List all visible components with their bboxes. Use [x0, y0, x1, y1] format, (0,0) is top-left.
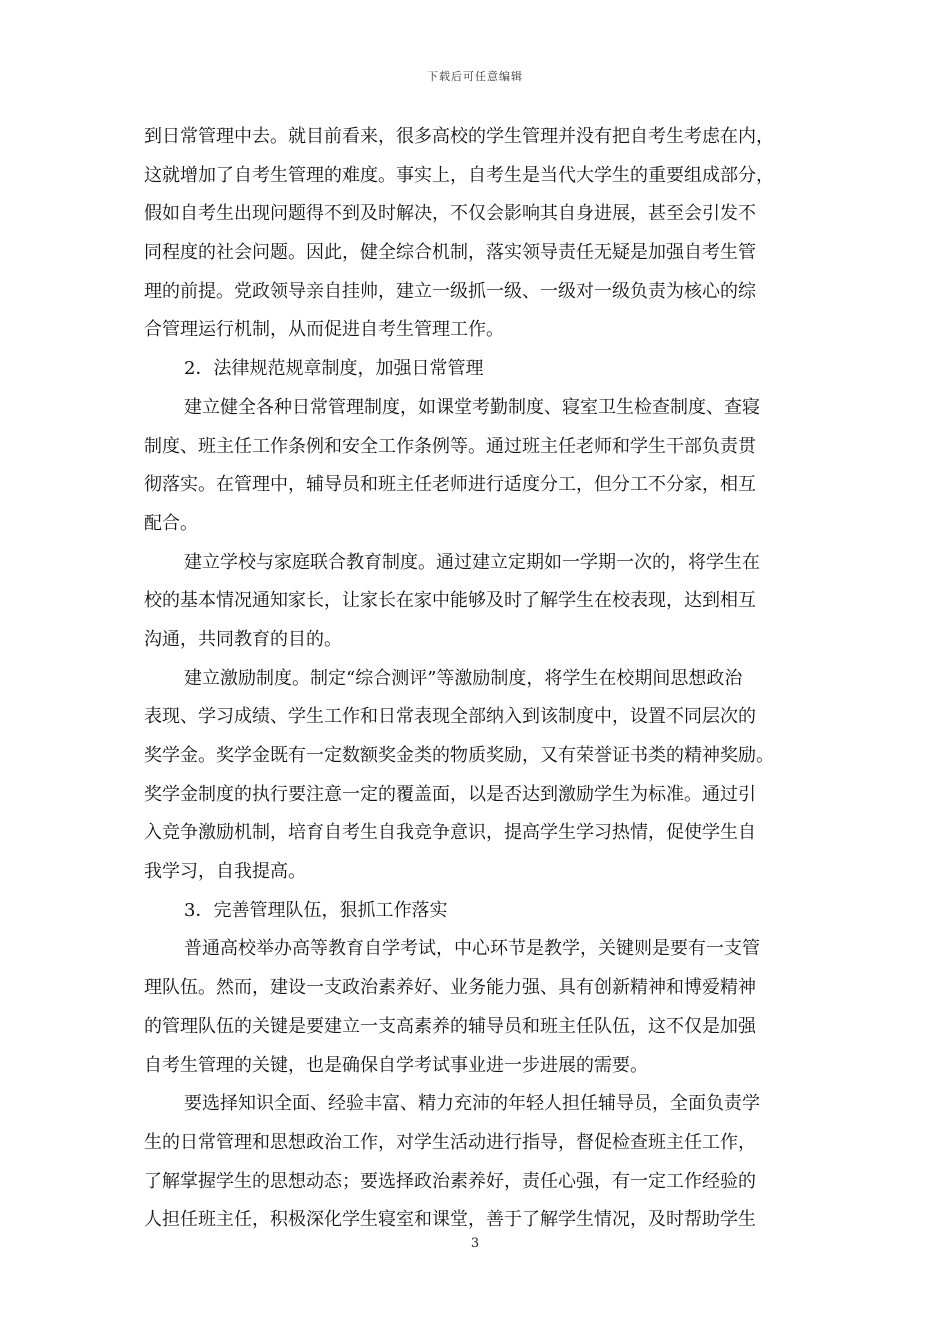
page-number: 3: [470, 1236, 480, 1251]
paragraph-first-line: 建立激励制度。制定“综合测评”等激励制度，将学生在校期间思想政治: [184, 667, 743, 689]
section-heading: 3．完善管理队伍，狠抓工作落实: [184, 899, 448, 921]
text-line: 合管理运行机制，从而促进自考生管理工作。: [144, 319, 504, 341]
paragraph-first-line: 普通高校举办高等教育自学考试，中心环节是教学，关键则是要有一支管: [184, 938, 760, 960]
paragraph-first-line: 建立健全各种日常管理制度，如课堂考勤制度、寝室卫生检查制度、查寝: [184, 396, 760, 418]
text-line: 奖学金。奖学金既有一定数额奖金类的物质奖励，又有荣誉证书类的精神奖励。: [144, 745, 774, 766]
text-line: 的管理队伍的关键是要建立一支高素养的辅导员和班主任队伍，这不仅是加强: [144, 1015, 756, 1037]
text-line: 表现、学习成绩、学生工作和日常表现全部纳入到该制度中，设置不同层次的: [144, 706, 756, 728]
text-line: 了解掌握学生的思想动态；要选择政治素养好，责任心强，有一定工作经验的: [144, 1170, 756, 1192]
text-line: 到日常管理中去。就目前看来，很多高校的学生管理并没有把自考生考虑在内，: [144, 126, 774, 147]
text-line: 我学习，自我提高。: [144, 861, 306, 883]
text-line: 理的前提。党政领导亲自挂帅，建立一级抓一级、一级对一级负责为核心的综: [144, 280, 756, 302]
text-line: 制度、班主任工作条例和安全工作条例等。通过班主任老师和学生干部负责贯: [144, 435, 756, 457]
paragraph-first-line: 建立学校与家庭联合教育制度。通过建立定期如一学期一次的，将学生在: [184, 551, 760, 573]
text-line: 配合。: [144, 512, 198, 534]
text-line: 同程度的社会问题。因此，健全综合机制，落实领导责任无疑是加强自考生管: [144, 242, 756, 264]
text-line: 奖学金制度的执行要注意一定的覆盖面，以是否达到激励学生为标准。通过引: [144, 783, 756, 805]
text-line: 生的日常管理和思想政治工作，对学生活动进行指导，督促检查班主任工作，: [144, 1131, 756, 1153]
text-line: 自考生管理的关键，也是确保自学考试事业进一步进展的需要。: [144, 1054, 648, 1076]
text-line: 理队伍。然而，建设一支政治素养好、业务能力强、具有创新精神和博爱精神: [144, 977, 756, 999]
text-line: 假如自考生出现问题得不到及时解决，不仅会影响其自身进展，甚至会引发不: [144, 203, 756, 225]
document-body: [144, 118, 824, 1240]
text-line: 校的基本情况通知家长，让家长在家中能够及时了解学生在校表现，达到相互: [144, 590, 756, 612]
text-line: 入竞争激励机制，培育自考生自我竞争意识，提高学生学习热情，促使学生自: [144, 822, 756, 844]
text-line: 彻落实。在管理中，辅导员和班主任老师进行适度分工，但分工不分家，相互: [144, 474, 756, 496]
text-line: 沟通，共同教育的目的。: [144, 628, 342, 650]
paragraph-first-line: 要选择知识全面、经验丰富、精力充沛的年轻人担任辅导员，全面负责学: [184, 1093, 760, 1115]
page-header: 下载后可任意编辑: [427, 70, 523, 83]
text-line: 人担任班主任，积极深化学生寝室和课堂，善于了解学生情况，及时帮助学生: [144, 1209, 756, 1231]
section-heading: 2．法律规范规章制度，加强日常管理: [184, 358, 484, 380]
text-line: 这就增加了自考生管理的难度。事实上，自考生是当代大学生的重要组成部分，: [144, 164, 774, 186]
